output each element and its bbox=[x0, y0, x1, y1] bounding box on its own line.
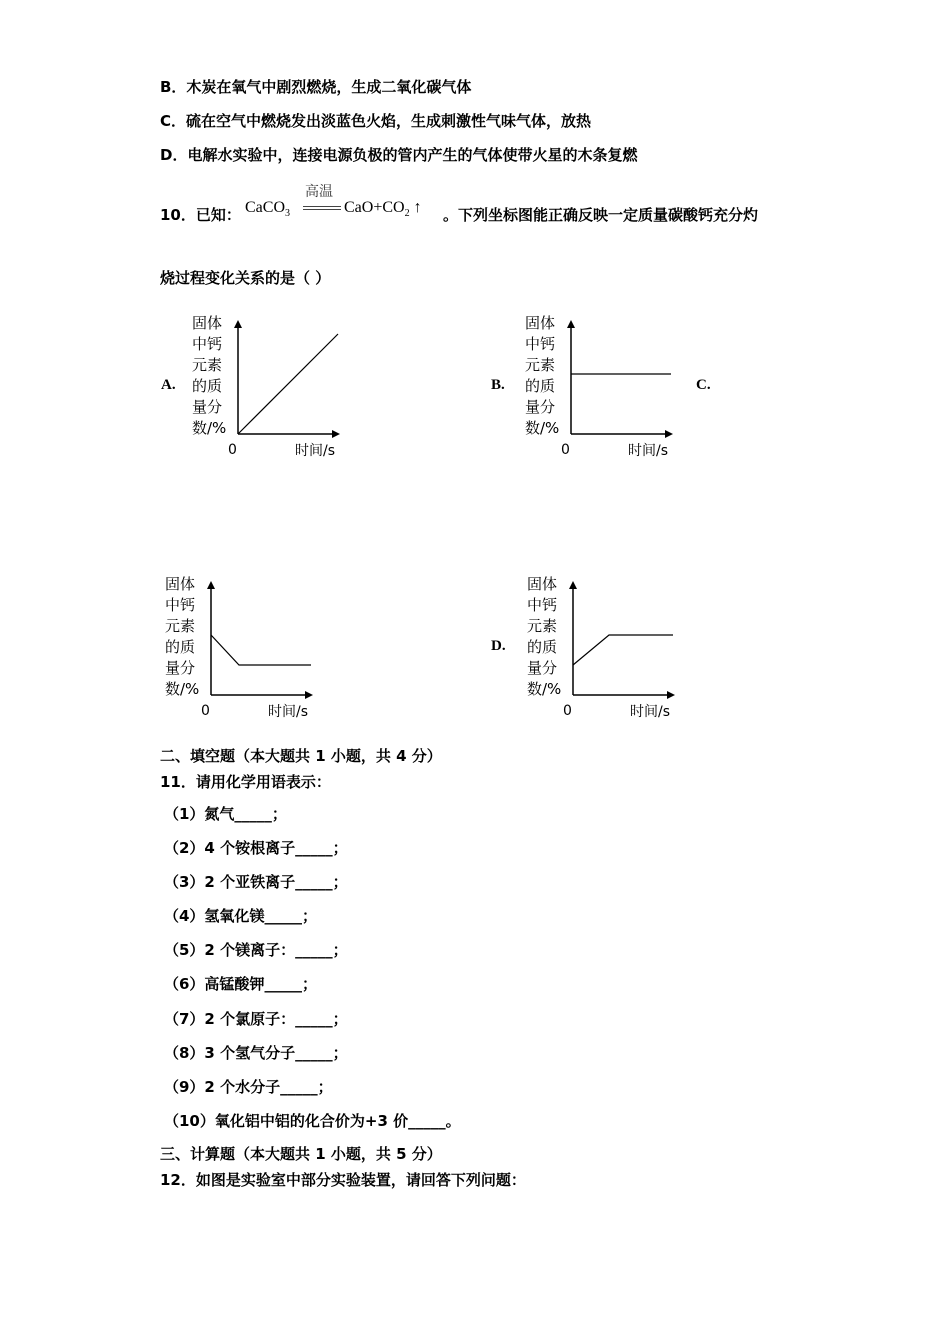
y-axis-arrow bbox=[567, 320, 575, 328]
section2-title: 二、填空题（本大题共 1 小题，共 4 分） bbox=[160, 747, 442, 765]
x-axis-label: 时间/s bbox=[630, 704, 671, 720]
q11-item-7: （7）2 个氯原子：_____； bbox=[164, 1010, 348, 1028]
x-axis-label: 时间/s bbox=[628, 443, 669, 459]
y-axis-label-line: 固体 bbox=[527, 575, 558, 593]
x-axis-arrow bbox=[665, 430, 673, 438]
chart-b bbox=[523, 312, 688, 462]
chart-svg bbox=[163, 573, 328, 723]
option-b-prev: B．木炭在氧气中剧烈燃烧，生成二氧化碳气体 bbox=[160, 78, 472, 96]
origin-label: 0 bbox=[561, 442, 570, 458]
q10-line2: 烧过程变化关系的是（ ） bbox=[160, 269, 331, 287]
chart-a bbox=[190, 312, 355, 462]
q11-item-9: （9）2 个水分子_____； bbox=[164, 1078, 333, 1096]
chart-d bbox=[525, 573, 690, 723]
q11-item-4: （4）氢氧化镁_____； bbox=[164, 907, 317, 925]
x-axis-arrow bbox=[667, 691, 675, 699]
y-axis-label-line: 固体 bbox=[192, 314, 223, 332]
origin-label: 0 bbox=[201, 703, 210, 719]
y-axis-label-line: 量分 bbox=[527, 659, 558, 677]
y-axis-label-line: 中钙 bbox=[192, 335, 223, 353]
q10-prefix: 10．已知： bbox=[160, 206, 241, 224]
y-axis-label-line: 中钙 bbox=[527, 596, 558, 614]
y-axis-arrow bbox=[207, 581, 215, 589]
q11-item-1: （1）氮气_____； bbox=[164, 805, 287, 823]
y-axis-label-line: 元素 bbox=[527, 617, 558, 635]
chart-svg bbox=[190, 312, 355, 462]
q11-item-10: （10）氧化铝中铝的化合价为+3 价_____。 bbox=[164, 1112, 461, 1130]
q11-stem: 11．请用化学用语表示： bbox=[160, 773, 331, 791]
y-axis-arrow bbox=[569, 581, 577, 589]
y-axis-label-line: 的质 bbox=[525, 377, 556, 395]
q11-item-3: （3）2 个亚铁离子_____； bbox=[164, 873, 348, 891]
y-axis-label-line: 数/% bbox=[165, 680, 200, 698]
chart-c bbox=[163, 573, 328, 723]
q11-item-5: （5）2 个镁离子：_____； bbox=[164, 941, 348, 959]
option-c-label: C. bbox=[696, 377, 711, 393]
q10-equal-bar-2 bbox=[303, 209, 341, 210]
q11-item-2: （2）4 个铵根离子_____； bbox=[164, 839, 348, 857]
y-axis-label-line: 数/% bbox=[525, 419, 560, 437]
y-axis-label-line: 元素 bbox=[192, 356, 223, 374]
y-axis-label-line: 的质 bbox=[165, 638, 196, 656]
q10-equal-bar-1 bbox=[303, 206, 341, 207]
option-c-prev: C．硫在空气中燃烧发出淡蓝色火焰，生成刺激性气味气体，放热 bbox=[160, 112, 592, 130]
option-d-prev: D．电解水实验中，连接电源负极的管内产生的气体使带火星的木条复燃 bbox=[160, 146, 638, 164]
option-b-label: B. bbox=[491, 377, 505, 393]
data-line-c bbox=[211, 635, 311, 665]
x-axis-label: 时间/s bbox=[295, 443, 336, 459]
y-axis-label-line: 的质 bbox=[192, 377, 223, 395]
y-axis-label-line: 中钙 bbox=[525, 335, 556, 353]
q12-stem: 12．如图是实验室中部分实验装置，请回答下列问题： bbox=[160, 1171, 526, 1189]
y-axis-label-line: 数/% bbox=[192, 419, 227, 437]
y-axis-label-line: 数/% bbox=[527, 680, 562, 698]
q10-suffix: 。下列坐标图能正确反映一定质量碳酸钙充分灼 bbox=[443, 206, 759, 224]
x-axis-label: 时间/s bbox=[268, 704, 309, 720]
y-axis-label-line: 元素 bbox=[525, 356, 556, 374]
y-axis-label-line: 量分 bbox=[192, 398, 223, 416]
data-line-a bbox=[238, 334, 338, 434]
section3-title: 三、计算题（本大题共 1 小题，共 5 分） bbox=[160, 1145, 442, 1163]
y-axis-label-line: 中钙 bbox=[165, 596, 196, 614]
x-axis-arrow bbox=[332, 430, 340, 438]
origin-label: 0 bbox=[563, 703, 572, 719]
y-axis-label-line: 固体 bbox=[525, 314, 556, 332]
option-a-label: A. bbox=[161, 377, 176, 393]
q10-reactant: CaCO$_3$ bbox=[245, 199, 290, 220]
q11-item-8: （8）3 个氢气分子_____； bbox=[164, 1044, 348, 1062]
y-axis-label-line: 的质 bbox=[527, 638, 558, 656]
y-axis-arrow bbox=[234, 320, 242, 328]
chart-svg bbox=[525, 573, 690, 723]
q10-condition: 高温 bbox=[305, 184, 333, 200]
origin-label: 0 bbox=[228, 442, 237, 458]
data-line-d bbox=[573, 635, 673, 665]
q10-product: $CaO+CO_2$ ↑ bbox=[344, 199, 422, 220]
option-d-label: D. bbox=[491, 638, 506, 654]
y-axis-label-line: 量分 bbox=[165, 659, 196, 677]
q11-item-6: （6）高锰酸钾_____； bbox=[164, 975, 317, 993]
x-axis-arrow bbox=[305, 691, 313, 699]
chart-svg bbox=[523, 312, 688, 462]
y-axis-label-line: 元素 bbox=[165, 617, 196, 635]
y-axis-label-line: 量分 bbox=[525, 398, 556, 416]
y-axis-label-line: 固体 bbox=[165, 575, 196, 593]
